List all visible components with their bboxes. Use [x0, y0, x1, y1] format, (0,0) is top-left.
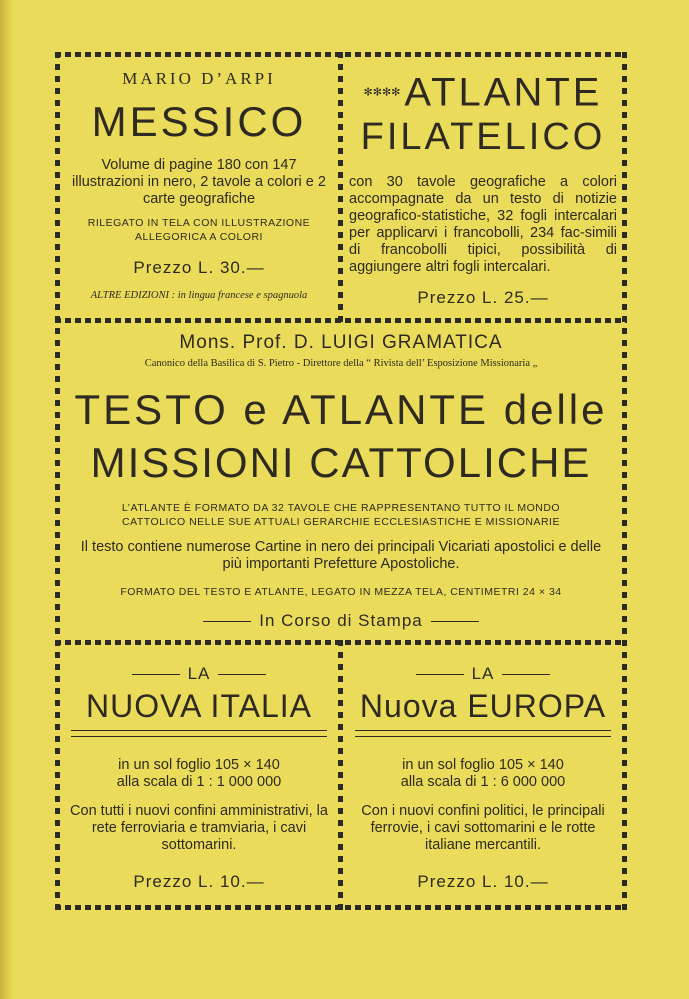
missioni-description-caps: L’ATLANTE È FORMATO DA 32 TAVOLE CHE RAPPRESENTANO TUTTO IL MONDO CATTOLICO NELLE SUE ATTUALI GERARCHIE ECCLESIASTICHE E MISSIONARIE	[121, 502, 561, 528]
advertisement-frame	[55, 52, 627, 910]
europa-rule-left	[416, 674, 464, 675]
nuova-italia-title: NUOVA ITALIA	[86, 688, 312, 724]
ornament-icon: ✻✻✻✻	[363, 86, 401, 99]
nuova-europa-title: Nuova EUROPA	[359, 688, 607, 724]
missioni-status	[67, 611, 615, 631]
messico-price: Prezzo L. 30.—	[133, 258, 265, 277]
nuova-italia-price: Prezzo L. 10.—	[133, 872, 265, 891]
atlante-filatelico-panel	[349, 52, 617, 308]
nuova-italia-format-line2: alla scala di 1 : 1 000 000	[116, 774, 282, 790]
status-rule-left	[203, 621, 251, 622]
missioni-title-line2: MISSIONI CATTOLICHE	[90, 439, 592, 486]
messico-description: Volume di pagine 180 con 147 illustrazioni in nero, 2 tavole a colori e 2 carte geografiche	[72, 157, 326, 207]
messico-other-editions: ALTRE EDIZIONI : in lingua francese e spagnuola	[90, 290, 308, 301]
europa-double-rule	[355, 730, 611, 737]
page-edge	[0, 0, 14, 999]
nuova-italia-format-line1: in un sol foglio 105 × 140	[118, 757, 280, 773]
right-border	[622, 52, 627, 910]
messico-panel	[65, 52, 333, 301]
missioni-format: FORMATO DEL TESTO E ATLANTE, LEGATO IN MEZZA TELA, CENTIMETRI 24 × 34	[120, 586, 562, 598]
italia-rule-right	[218, 674, 266, 675]
status-rule-right	[431, 621, 479, 622]
nuova-europa-format-line2: alla scala di 1 : 6 000 000	[400, 774, 566, 790]
nuova-europa-article: LA	[471, 664, 495, 683]
nuova-italia-description: Con tutti i nuovi confini amministrativi, la rete ferroviaria e tramviaria, i cavi sottomarini.	[70, 803, 328, 853]
upper-center-divider	[338, 52, 343, 322]
missioni-title-line1: TESTO e ATLANTE delle	[74, 386, 608, 433]
missioni-status-text: In Corso di Stampa	[259, 611, 423, 630]
messico-binding: RILEGATO IN TELA CON ILLUSTRAZIONE ALLEGORICA A COLORI	[87, 217, 311, 243]
filatelico-price: Prezzo L. 25.—	[417, 288, 549, 308]
filatelico-title-line2: FILATELICO	[360, 116, 606, 159]
nuova-europa-format-line1: in un sol foglio 105 × 140	[402, 757, 564, 773]
missioni-description: Il testo contiene numerose Cartine in nero dei principali Vicariati apostolici e delle più importanti Prefetture Apostoliche.	[80, 539, 602, 572]
missioni-author: Mons. Prof. D. LUIGI GRAMATICA	[179, 332, 503, 353]
missioni-author-role: Canonico della Basilica di S. Pietro - Direttore della “ Rivista dell’ Esposizione Missionaria „	[144, 358, 538, 369]
left-border	[55, 52, 60, 910]
filatelico-description: con 30 tavole geografiche a colori accompagnate da un testo di notizie geografico-statistiche, 32 fogli intercalari per applicarvi i francobolli, 234 fac-simili di francobolli tipici, possibilità di aggiungere altri fogli intercalari.	[349, 174, 617, 276]
messico-title: MESSICO	[91, 98, 307, 145]
filatelico-title-line1: ATLANTE	[404, 70, 603, 115]
nuova-italia-article: LA	[187, 664, 211, 683]
italia-rule-left	[132, 674, 180, 675]
nuova-europa-price: Prezzo L. 10.—	[417, 872, 549, 891]
europa-rule-right	[502, 674, 550, 675]
nuova-italia-panel	[65, 664, 333, 892]
italia-double-rule	[71, 730, 327, 737]
missioni-panel	[67, 332, 615, 631]
nuova-europa-description: Con i nuovi confini politici, le principali ferrovie, i cavi sottomarini e le rotte italiane mercantili.	[361, 803, 605, 853]
messico-author: MARIO D’ARPI	[122, 69, 276, 88]
nuova-europa-panel	[349, 664, 617, 892]
lower-center-divider	[338, 640, 343, 910]
